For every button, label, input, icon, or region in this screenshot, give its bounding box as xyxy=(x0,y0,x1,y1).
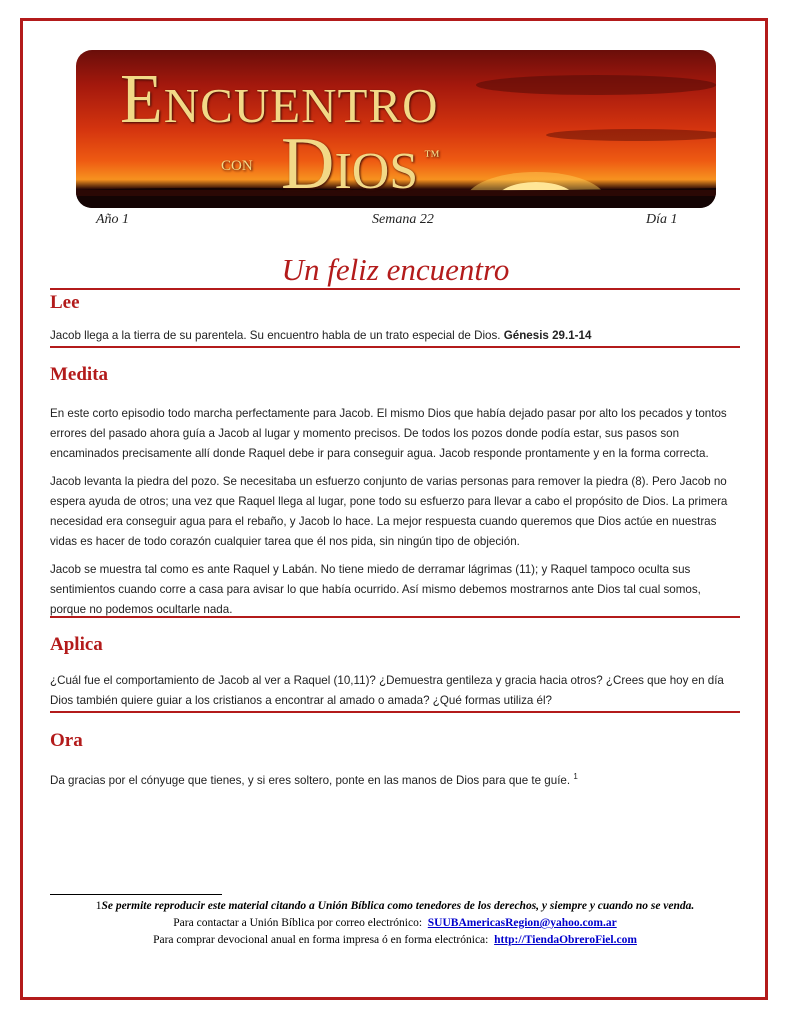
section-ora xyxy=(50,730,740,791)
section-heading: Ora xyxy=(50,730,83,751)
brand-line-2: con xyxy=(221,150,253,175)
section-rule xyxy=(50,346,740,348)
purchase-label: Para comprar devocional anual en forma impresa ó en forma electrónica: xyxy=(153,934,489,946)
contact-label: Para contactar a Unión Bíblica por correo electrónico: xyxy=(173,917,423,929)
footnote-number: 1 xyxy=(95,900,102,912)
day-label: Día 1 xyxy=(646,212,678,227)
section-rule xyxy=(50,288,740,290)
section-heading: Aplica xyxy=(50,634,103,655)
footnote-marker: 1 xyxy=(573,772,578,781)
section-aplica xyxy=(50,634,740,711)
section-rule xyxy=(50,711,740,713)
year-label: Año 1 xyxy=(96,212,130,227)
section-rule xyxy=(50,616,740,618)
email-link[interactable]: SUUBAmericasRegion@yahoo.com.ar xyxy=(427,917,617,929)
paragraph: Jacob levanta la piedra del pozo. Se necesitaba un esfuerzo conjunto de varias personas para remover la piedra (8). Pero Jacob no espera ayuda de otros; una vez que Raquel llega al lugar, pone todo su esfuerzo para llevar a cabo el propósito de Dios. La primera necesidad era conseguir agua para el rebaño, y Jacob lo hace. La mejor respuesta cuando queremos que Dios actúe en nuestras vidas es hacer de todo corazón cualquier tarea que él nos pida, sin ningún tipo de objeción. xyxy=(50,475,728,548)
section-heading: Medita xyxy=(50,364,109,385)
paragraph: Jacob se muestra tal como es ante Raquel y Labán. No tiene miedo de derramar lágrimas (11); y Raquel tampoco oculta sus sentimientos cuando corre a casa para avisar lo que había ocurrido. Así mismo debemos mostrarnos ante Dios tal cual somos, porque no podemos ocultarle nada. xyxy=(50,563,701,616)
brand-line-1: Encuentro xyxy=(120,61,439,138)
brand-line-3: Dios xyxy=(281,123,419,205)
section-text: Jacob llega a la tierra de su parentela. Su encuentro habla de un trato especial de Dios. Génesis 29.1-14 xyxy=(50,329,592,342)
paragraph: En este corto episodio todo marcha perfectamente para Jacob. El mismo Dios que había dejado pasar por alto los pecados y tontos errores del pasado ahora guía a Jacob al lugar y momento precisos. De todos los pozos donde podía estar, sus pasos son encaminados precisamente allí donde Raquel debe ir para conseguir agua. Jacob responde prontamente y en la forma correcta. xyxy=(50,407,727,460)
trademark-symbol: ™ xyxy=(424,148,440,165)
section-lee xyxy=(50,292,740,346)
footnote-rule xyxy=(50,894,222,895)
section-heading: Lee xyxy=(50,292,80,313)
copyright-notice: Se permite reproducir este material citando a Unión Bíblica como tenedores de los derechos, y siempre y cuando no se venda. xyxy=(101,900,695,912)
week-label: Semana 22 xyxy=(372,212,434,227)
footnote xyxy=(50,898,740,949)
header-banner xyxy=(76,50,716,208)
page-title: Un feliz encuentro xyxy=(281,252,510,287)
store-link[interactable]: http://TiendaObreroFiel.com xyxy=(494,934,637,946)
section-text: Da gracias por el cónyuge que tienes, y si eres soltero, ponte en las manos de Dios para que te guíe. $^1$ xyxy=(50,772,578,787)
section-medita xyxy=(50,364,740,620)
scripture-reference: Génesis 29.1-14 xyxy=(503,329,592,342)
section-text: ¿Cuál fue el comportamiento de Jacob al ver a Raquel (10,11)? ¿Demuestra gentileza y gracia hacia otros? ¿Crees que hoy en día Dios también quiere guiar a los cristianos a encontrar al amado o amada? ¿Qué formas utiliza él? xyxy=(50,674,724,707)
